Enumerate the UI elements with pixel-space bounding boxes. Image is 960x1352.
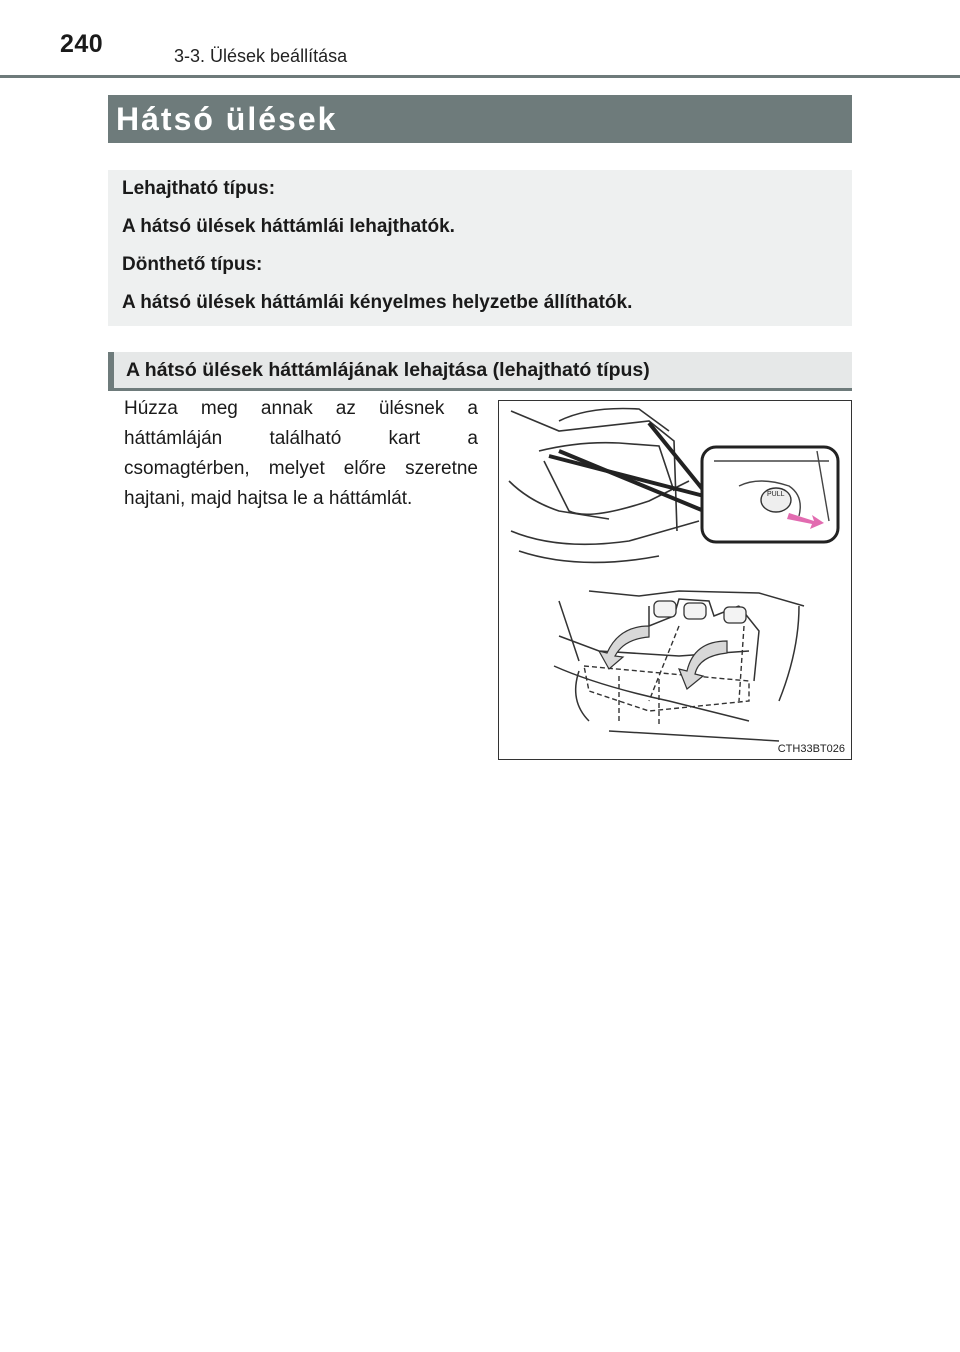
callout-line-2 bbox=[559, 451, 704, 511]
seat-folding-illustration bbox=[498, 400, 852, 760]
page-number: 240 bbox=[60, 30, 104, 58]
figure-code: CTH33BT026 bbox=[777, 743, 845, 755]
info-type-foldable: Lehajtható típus: bbox=[122, 178, 276, 199]
pull-label: PULL bbox=[767, 491, 785, 498]
callout-line-3 bbox=[649, 423, 704, 491]
title-banner bbox=[108, 95, 852, 143]
instruction-text: Húzza meg annak az ülésnek a háttámláján található kart a csomagtérben, melyet előre szeretne hajtani, majd hajtsa le a háttámlát. bbox=[124, 398, 478, 509]
page-title: Hátsó ülések bbox=[116, 101, 338, 137]
info-foldable-desc: A hátsó ülések háttámlái lehajthatók. bbox=[122, 216, 455, 237]
rear-seats-drawing bbox=[554, 591, 804, 741]
subsection-heading bbox=[108, 352, 852, 391]
header-divider bbox=[0, 75, 960, 78]
headrests bbox=[654, 601, 746, 623]
info-box bbox=[108, 170, 852, 326]
subsection-title: A hátsó ülések háttámlájának lehajtása (lehajtható típus) bbox=[126, 359, 650, 381]
info-type-reclining: Dönthető típus: bbox=[122, 254, 263, 275]
info-reclining-desc: A hátsó ülések háttámlái kényelmes helyzetbe állíthatók. bbox=[122, 292, 633, 313]
illustration-drawing bbox=[499, 401, 853, 761]
section-breadcrumb: 3-3. Ülések beállítása bbox=[174, 46, 348, 66]
fold-down-arrows bbox=[599, 626, 727, 689]
